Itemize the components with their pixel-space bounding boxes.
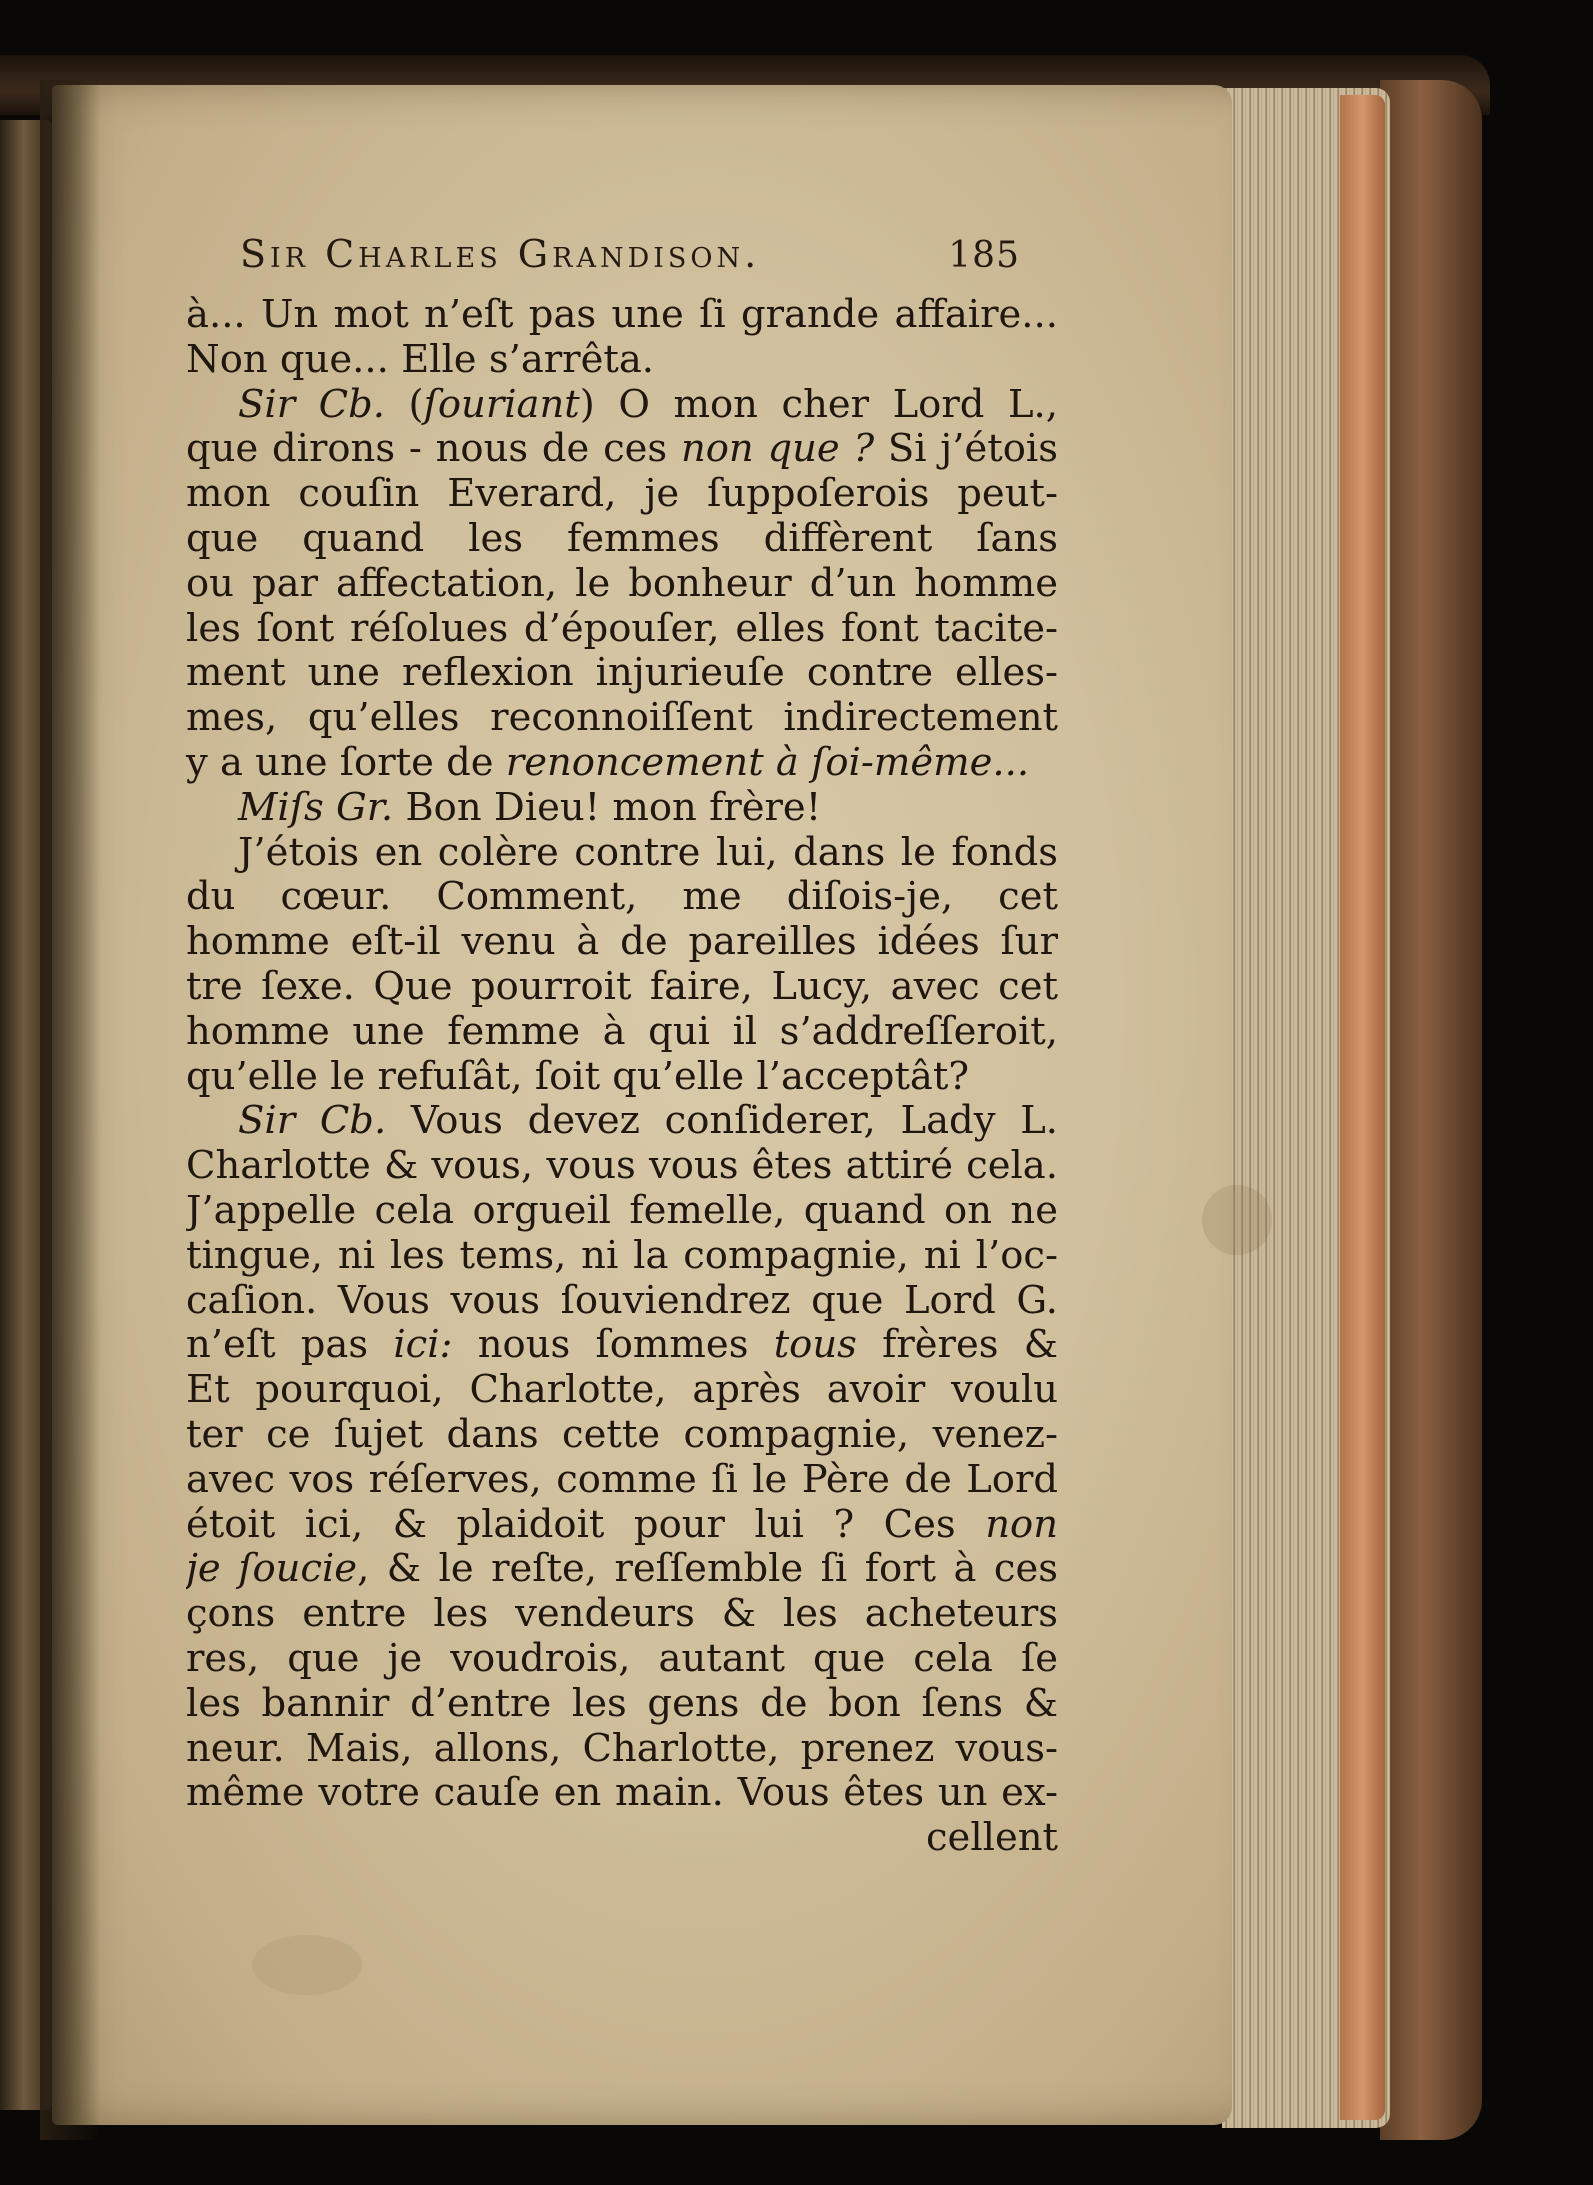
text-span: frères & [882,1323,1058,1368]
text-line [186,293,1058,338]
italic-span: Sir Cb. [238,1099,387,1144]
text-line [186,1144,1058,1189]
text-span: caſion. Vous vous ſouviendrez que Lord G. [186,1278,1058,1323]
text-span: à... Un mot n’eſt pas une ſi grande affaire... [186,293,1058,337]
text-line [186,1010,1058,1055]
paper-stain [252,1935,362,1995]
text-span: les bannir d’entre les gens de bon ſens & [186,1681,1058,1726]
text-line [186,1771,1058,1816]
text-span: même votre cauſe en main. Vous êtes un ex- [186,1771,1058,1816]
italic-span: non [985,1502,1058,1547]
text-span: J’appelle cela orgueil femelle, quand on ne [186,1188,1058,1233]
text-line [186,920,1058,965]
text-span: mon couſin Everard, je ſuppoſerois peut- [186,472,1058,517]
italic-span: ici: [393,1323,453,1368]
italic-span: tous [773,1323,857,1368]
text-line [186,1099,1058,1144]
text-span: ment une reflexion injurieuſe contre elles- [186,651,1058,696]
italic-span: je ſoucie [186,1547,358,1592]
text-line [186,1682,1058,1727]
text-line [186,383,1058,428]
text-span: Et pourquoi, Charlotte, après avoir voulu [186,1368,1058,1413]
italic-span: Miſs Gr. [238,784,394,830]
paper-stain [1202,1185,1272,1255]
text-line [186,1727,1058,1772]
text-span: tre ſexe. Que pourroit faire, Lucy, avec cet [186,964,1058,1009]
text-line [186,696,1058,741]
text-span: qu’elle le refuſât, ſoit qu’elle l’acceptât? [186,1053,969,1099]
gutter-shadow [40,80,100,2140]
text-span: Vous devez conſiderer, Lady L. [410,1099,1058,1144]
text-span: çons entre les vendeurs & les acheteurs [186,1592,1058,1637]
text-line [186,1055,1058,1100]
red-page-edge [1340,95,1385,2120]
text-line [186,472,1058,517]
text-span: mes, qu’elles reconnoiſſent indirectement [186,696,1058,741]
text-line [186,562,1058,607]
text-line [186,1503,1058,1548]
text-line [186,965,1058,1010]
text-span: étoit ici, & plaidoit pour lui ? Ces [186,1502,986,1547]
text-line [186,517,1058,562]
italic-span: ſouriant [423,382,580,427]
text-line [186,427,1058,472]
text-span: que quand les femmes diffèrent ſans [186,516,1058,561]
text-span: Charlotte & vous, vous vous êtes attiré cela. [186,1144,1058,1189]
running-head [240,232,1020,276]
text-line [186,1592,1058,1637]
body-text [186,293,1058,1861]
text-span: Bon Dieu! mon frère! [393,784,822,830]
text-line [186,1368,1058,1413]
text-line [186,786,1058,831]
text-line [186,338,1058,383]
text-span: du cœur. Comment, me diſois-je, cet [186,875,1058,920]
italic-span: Sir Cb. [238,382,385,427]
running-title: Sir Charles Grandison. [240,232,761,276]
text-span: nous ſommes [452,1323,774,1368]
text-span: J’étois en colère contre lui, dans le fonds [238,830,1058,875]
text-span: neur. Mais, allons, Charlotte, prenez vous- [186,1726,1058,1771]
text-line [186,1547,1058,1592]
text-span: Si j’étois [874,427,1058,472]
text-span: ) O mon cher Lord L., [579,382,1058,427]
text-span: homme eſt-il venu à de pareilles idées ſur [186,920,1058,965]
text-span: ( [385,382,424,427]
text-span: ou par affectation, le bonheur d’un homme [186,561,1058,606]
text-span: Non que... Elle s’arrêta. [186,336,655,382]
text-line [186,1637,1058,1682]
catchword: cellent [925,1815,1058,1861]
text-line [186,1458,1058,1503]
text-line [186,1234,1058,1279]
text-line [186,1189,1058,1234]
text-span: tingue, ni les tems, ni la compagnie, ni l’oc- [186,1233,1058,1278]
text-span: y a une ſorte de [186,739,506,785]
book-cover-right [1380,80,1482,2140]
text-span: ter ce ſujet dans cette compagnie, venez- [186,1412,1058,1457]
text-line [186,1413,1058,1458]
text-line [186,1323,1058,1368]
text-span: les ſont réſolues d’épouſer, elles font tacite- [186,606,1058,651]
text-span: avec vos réſerves, comme ſi le Père de Lord [186,1457,1058,1502]
text-span: res, que je voudrois, autant que cela ſe [186,1636,1058,1681]
text-span: , & le reſte, reſſemble ſi fort à ces [357,1547,1058,1592]
text-span: que dirons - nous de ces [186,427,681,472]
text-span: homme une femme à qui il s’addreſſeroit, [186,1009,1058,1054]
italic-span: renoncement à ſoi-même... [505,739,1030,785]
text-line [186,741,1058,786]
text-line [186,875,1058,920]
text-line [186,831,1058,876]
text-span: n’eſt pas [186,1323,394,1368]
italic-span: non que ? [680,427,875,472]
text-line [186,1279,1058,1324]
text-line [186,651,1058,696]
text-line [186,607,1058,652]
page-number: 185 [948,235,1020,276]
